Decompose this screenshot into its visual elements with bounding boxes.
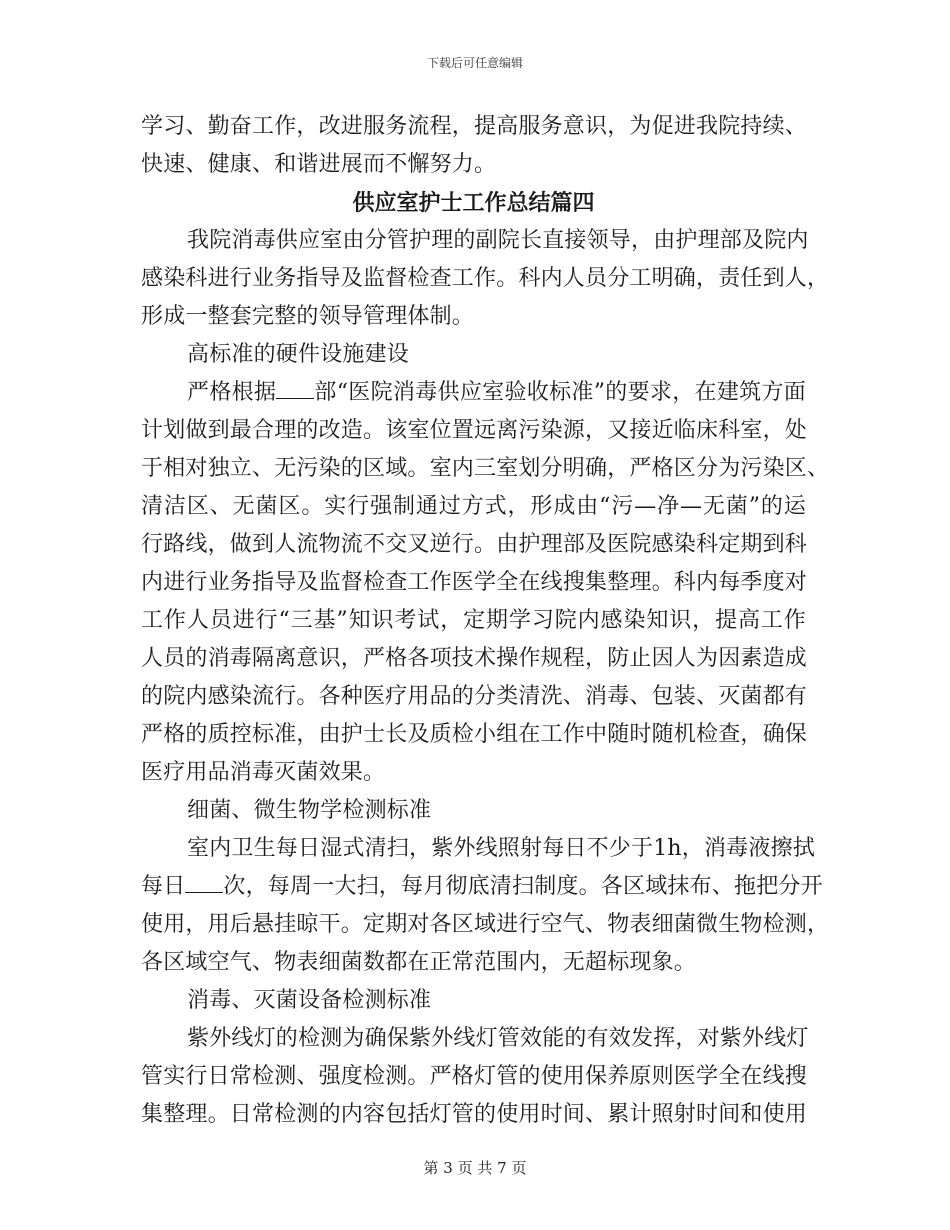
text-segment: 部“医院消毒供应室验收标准”的要求，在建筑方面 — [314, 380, 806, 405]
subheading: 高标准的硬件设施建设 — [187, 342, 410, 367]
document-body — [141, 108, 830, 1134]
paragraph-line: 医疗用品消毒灭菌效果。 — [141, 760, 386, 785]
paragraph-line: 严格的质控标准，由护士长及质检小组在工作中随时随机检查，确保 — [141, 722, 808, 747]
paragraph-line: 集整理。日常检测的内容包括灯管的使用时间、累计照射时间和使用 — [141, 1102, 808, 1127]
paragraph-line: 学习、勤奋工作，改进服务流程，提高服务意识，为促进我院持续、 — [141, 114, 808, 139]
text-segment: 严格根据 — [187, 380, 277, 405]
text-segment: 每日 — [141, 874, 186, 899]
paragraph-line: 感染科进行业务指导及监督检查工作。科内人员分工明确，责任到人， — [141, 266, 830, 291]
fill-in-blank — [185, 872, 223, 893]
paragraph-line: 人员的消毒隔离意识，严格各项技术操作规程，防止因人为因素造成 — [141, 646, 808, 671]
paragraph-line: 紫外线灯的检测为确保紫外线灯管效能的有效发挥，对紫外线灯 — [187, 1026, 809, 1051]
paragraph-line: 工作人员进行“三基”知识考试，定期学习院内感染知识，提高工作 — [141, 608, 806, 633]
page-header-note: 下载后可任意编辑 — [426, 56, 523, 70]
paragraph-line: 于相对独立、无污染的区域。室内三室划分明确，严格区分为污染区、 — [141, 456, 830, 481]
paragraph-line: 我院消毒供应室由分管护理的副院长直接领导，由护理部及院内 — [187, 228, 809, 253]
paragraph-line: 各区域空气、物表细菌数都在正常范围内，无超标现象。 — [141, 950, 697, 975]
paragraph-line: 计划做到最合理的改造。该室位置远离污染源，又接近临床科室，处 — [141, 418, 808, 443]
paragraph-line: 快速、健康、和谐进展而不懈努力。 — [141, 152, 497, 177]
paragraph-line — [141, 374, 806, 412]
paragraph-line: 形成一整套完整的领导管理体制。 — [141, 304, 475, 329]
paragraph-line: 使用，用后悬挂晾干。定期对各区域进行空气、物表细菌微生物检测， — [141, 912, 830, 937]
subheading: 消毒、灭菌设备检测标准 — [187, 988, 432, 1013]
paragraph-line — [141, 868, 823, 906]
fill-in-blank — [276, 378, 314, 399]
subheading: 细菌、微生物学检测标准 — [187, 798, 432, 823]
paragraph-line: 内进行业务指导及监督检查工作医学全在线搜集整理。科内每季度对 — [141, 570, 808, 595]
paragraph-line: 室内卫生每日湿式清扫，紫外线照射每日不少于1h，消毒液擦拭 — [187, 836, 815, 861]
section-title: 供应室护士工作总结篇四 — [352, 190, 595, 216]
text-segment: 次，每周一大扫，每月彻底清扫制度。各区域抹布、拖把分开 — [223, 874, 823, 899]
page-number: 第 3 页 共 7 页 — [423, 1159, 527, 1177]
paragraph-line: 清洁区、无菌区。实行强制通过方式，形成由“污—净—无菌”的运 — [141, 494, 806, 519]
paragraph-line: 行路线，做到人流物流不交叉逆行。由护理部及医院感染科定期到科 — [141, 532, 808, 557]
paragraph-line: 的院内感染流行。各种医疗用品的分类清洗、消毒、包装、灭菌都有 — [141, 684, 808, 709]
paragraph-line: 管实行日常检测、强度检测。严格灯管的使用保养原则医学全在线搜 — [141, 1064, 808, 1089]
